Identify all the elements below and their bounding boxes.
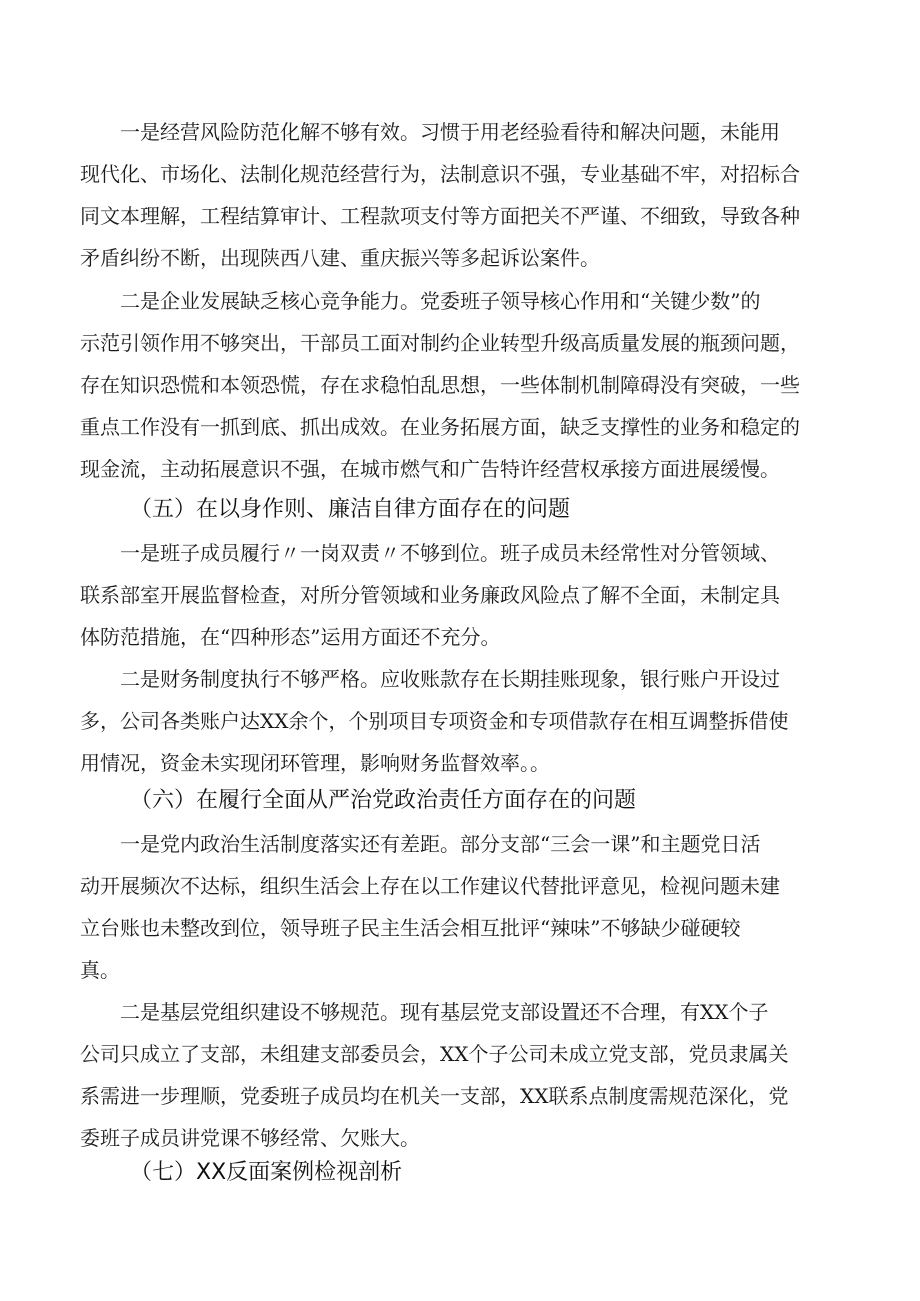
paragraph-6-line-2: 公司只成立了支部，未组建支部委员会，XX个子公司未成立党支部，党员隶属关 — [80, 1042, 789, 1066]
paragraph-2-line-2: 示范引领作用不够突出，干部员工面对制约企业转型升级高质量发展的瓶颈问题， — [80, 331, 800, 355]
paragraph-6-line-4: 委班子成员讲党课不够经常、欠账大。 — [80, 1126, 420, 1150]
paragraph-5-line-1: 一是党内政治生活制度落实还有差距。部分支部“三会一课”和主题党日活 — [120, 832, 761, 856]
paragraph-2-line-4: 重点工作没有一抓到底、抓出成效。在业务拓展方面，缺乏支撑性的业务和稳定的 — [80, 415, 800, 439]
paragraph-2-line-1: 二是企业发展缺乏核心竞争能力。党委班子领导核心作用和“关键少数”的 — [120, 289, 761, 313]
paragraph-6-line-1: 二是基层党组织建设不够规范。现有基层党支部设置还不合理，有XX个子 — [120, 1000, 769, 1024]
paragraph-6-line-3: 系需进一步理顺，党委班子成员均在机关一支部，XX联系点制度需规范深化，党 — [80, 1084, 789, 1108]
paragraph-2-line-3: 存在知识恐慌和本领恐慌，存在求稳怕乱思想，一些体制机制障碍没有突破，一些 — [80, 373, 800, 397]
paragraph-1-line-2: 现代化、市场化、法制化规范经营行为，法制意识不强，专业基础不牢，对招标合 — [80, 162, 800, 186]
paragraph-1-line-3: 同文本理解，工程结算审计、工程款项支付等方面把关不严谨、不细致，导致各种 — [80, 204, 800, 228]
section-heading-6: （六）在履行全面从严治党政治责任方面存在的问题 — [130, 788, 637, 813]
paragraph-1-line-1: 一是经营风险防范化解不够有效。习惯于用老经验看待和解决问题，未能用 — [120, 120, 780, 144]
section-heading-5: （五）在以身作则、廉洁自律方面存在的问题 — [130, 497, 571, 522]
paragraph-5-line-3: 立台账也未整改到位，领导班子民主生活会相互批评“辣味”不够缺少碰硬较 — [80, 916, 741, 940]
paragraph-3-line-1: 一是班子成员履行〃一岗双责〃不够到位。班子成员未经常性对分管领域、 — [120, 541, 780, 565]
paragraph-3-line-2: 联系部室开展监督检查，对所分管领域和业务廉政风险点了解不全面，未制定具 — [80, 583, 780, 607]
paragraph-2-line-5: 现金流，主动拓展意识不强，在城市燃气和广告特许经营权承接方面进展缓慢。 — [80, 457, 780, 481]
paragraph-1-line-4: 矛盾纠纷不断，出现陕西八建、重庆振兴等多起诉讼案件。 — [80, 246, 600, 270]
section-heading-7: （七）XX反面案例检视剖析 — [130, 1160, 403, 1185]
paragraph-4-line-1: 二是财务制度执行不够严格。应收账款存在长期挂账现象，银行账户开设过 — [120, 667, 780, 691]
paragraph-3-line-3: 体防范措施，在“四种形态”运用方面还不充分。 — [80, 625, 501, 649]
paragraph-4-line-3: 用情况，资金未实现闭环管理，影响财务监督效率。。 — [80, 751, 550, 775]
paragraph-5-line-4: 真。 — [80, 958, 120, 982]
paragraph-4-line-2: 多，公司各类账户达XX余个，个别项目专项资金和专项借款存在相互调整拆借使 — [80, 709, 789, 733]
paragraph-5-line-2: 动开展频次不达标，组织生活会上存在以工作建议代替批评意见，检视问题未建 — [80, 874, 780, 898]
